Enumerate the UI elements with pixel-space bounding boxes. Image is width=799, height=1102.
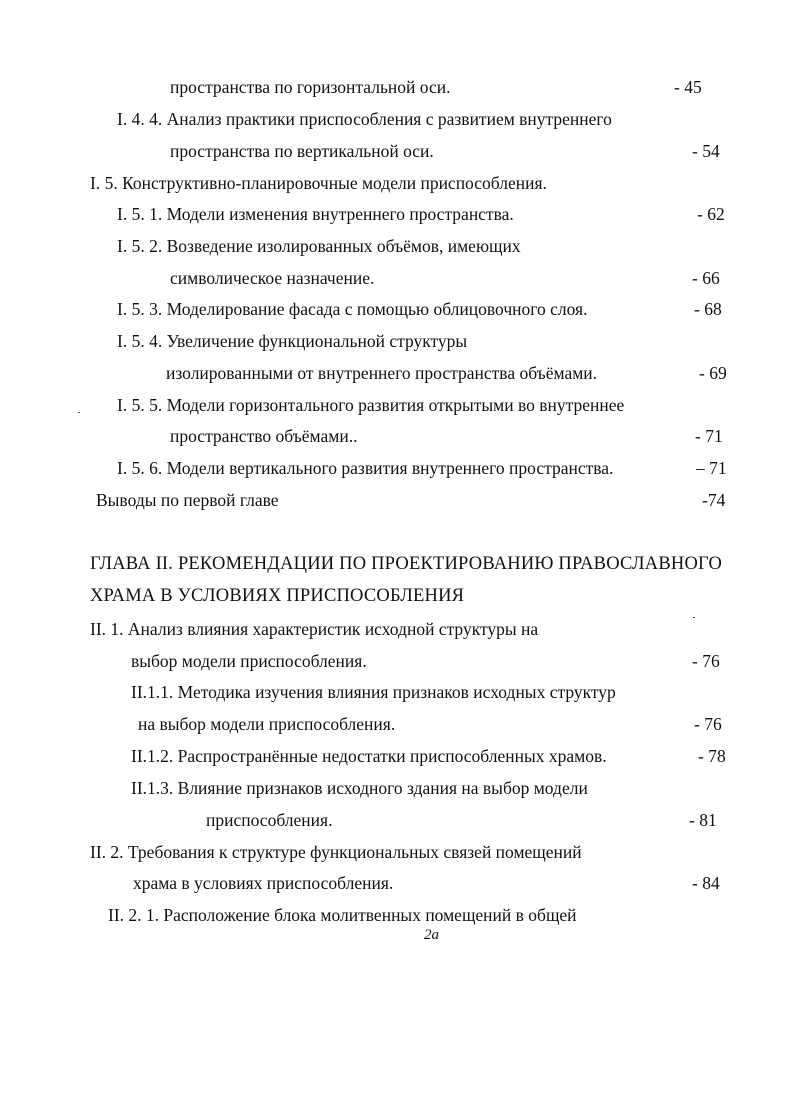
chapter-heading: ГЛАВА II. РЕКОМЕНДАЦИИ ПО ПРОЕКТИРОВАНИЮ ПРАВОСЛАВНОГО: [90, 554, 723, 574]
toc-entry-page: - 76: [692, 651, 720, 671]
toc-entry-text: II. 2. 1. Расположение блока молитвенных помещений в общей: [108, 905, 577, 925]
toc-entry-text: II.1.3. Влияние признаков исходного здания на выбор модели: [131, 778, 588, 798]
toc-entry-text: храма в условиях приспособления.: [133, 873, 394, 893]
toc-entry-text: I. 5. 4. Увеличение функциональной структуры: [117, 331, 468, 351]
toc-entry-text: I. 5. 1. Модели изменения внутреннего пространства.: [117, 204, 514, 224]
toc-entry-text: приспособления.: [206, 810, 333, 830]
scan-speck: [693, 617, 695, 618]
toc-section-text: I. 5. Конструктивно-планировочные модели приспособления.: [90, 173, 547, 193]
toc-entry-page: - 66: [692, 268, 720, 288]
toc-entry-page: - 69: [699, 363, 727, 383]
toc-entry-page: - 81: [689, 810, 717, 830]
toc-entry-text: пространства по горизонтальной оси.: [170, 77, 451, 97]
page-number-mark: 2а: [424, 927, 439, 943]
toc-entry-page: - 45: [674, 77, 702, 97]
toc-section-text: II. 1. Анализ влияния характеристик исходной структуры на: [90, 619, 539, 639]
toc-entry-page: – 71: [696, 458, 727, 478]
toc-entry-text: символическое назначение.: [170, 268, 375, 288]
toc-entry-page: - 54: [692, 141, 720, 161]
toc-entry-text: пространства по вертикальной оси.: [170, 141, 434, 161]
toc-conclusion-text: Выводы по первой главе: [96, 490, 279, 510]
toc-entry-page: - 68: [694, 299, 722, 319]
toc-entry-page: - 62: [697, 204, 725, 224]
toc-entry-text: выбор модели приспособления.: [131, 651, 367, 671]
toc-entry-text: II.1.1. Методика изучения влияния признаков исходных структур: [131, 682, 616, 702]
toc-entry-text: I. 5. 5. Модели горизонтального развития открытыми во внутреннее: [117, 395, 625, 415]
toc-entry-page: -74: [702, 490, 726, 510]
toc-entry-text: пространство объёмами..: [170, 426, 358, 446]
toc-entry-text: II.1.2. Распространённые недостатки приспособленных храмов.: [131, 746, 607, 766]
toc-entry-text: на выбор модели приспособления.: [138, 714, 396, 734]
toc-section-text: II. 2. Требования к структуре функциональных связей помещений: [90, 842, 582, 862]
toc-entry-text: I. 4. 4. Анализ практики приспособления с развитием внутреннего: [117, 109, 612, 129]
toc-entry-text: I. 5. 3. Моделирование фасада с помощью облицовочного слоя.: [117, 299, 588, 319]
toc-entry-text: изолированными от внутреннего пространства объёмами.: [166, 363, 598, 383]
toc-entry-text: I. 5. 6. Модели вертикального развития внутреннего пространства.: [117, 458, 614, 478]
chapter-heading: ХРАМА В УСЛОВИЯХ ПРИСПОСОБЛЕНИЯ: [90, 586, 465, 606]
toc-entry-page: - 78: [698, 746, 726, 766]
toc-entry-page: - 71: [695, 426, 723, 446]
toc-entry-page: - 76: [694, 714, 722, 734]
toc-entry-text: I. 5. 2. Возведение изолированных объёмов, имеющих: [117, 236, 521, 256]
scan-speck: [78, 412, 80, 413]
toc-entry-page: - 84: [692, 873, 720, 893]
